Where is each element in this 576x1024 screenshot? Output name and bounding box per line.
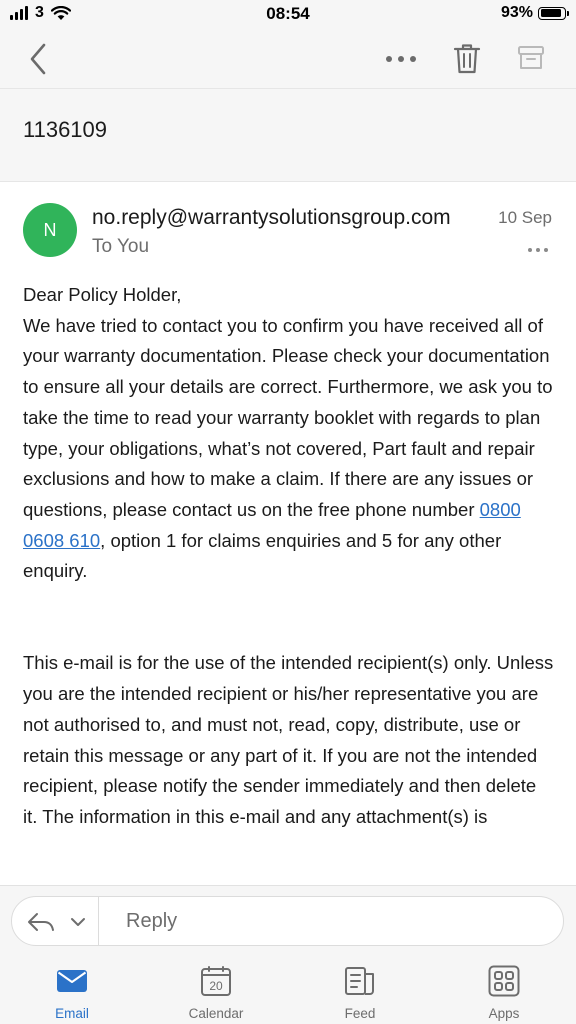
reply-icon <box>26 909 66 935</box>
reply-options-button[interactable] <box>26 909 96 935</box>
message-options-button[interactable] <box>527 242 549 252</box>
subject-header <box>0 88 576 182</box>
sender-address[interactable]: no.reply@warrantysolutionsgroup.com <box>92 206 451 229</box>
body-text-continued: , option 1 for claims enquiries and 5 for any other enquiry. <box>23 529 502 582</box>
battery-percent: 93% <box>500 4 533 21</box>
more-horizontal-icon <box>527 245 549 255</box>
email-date: 10 Sep <box>498 208 552 227</box>
carrier-name: 3 <box>35 4 44 21</box>
navigation-bar <box>0 30 576 88</box>
delete-button[interactable] <box>452 42 482 76</box>
status-time: 08:54 <box>266 4 310 23</box>
back-button[interactable] <box>24 40 54 78</box>
chevron-down-icon <box>68 909 88 935</box>
status-right <box>501 4 566 22</box>
body-paragraph <box>23 311 555 587</box>
tab-calendar[interactable] <box>166 955 266 1024</box>
battery-icon <box>538 7 566 20</box>
reply-input[interactable]: Reply <box>126 910 178 932</box>
apps-grid-icon <box>488 965 520 997</box>
tab-label: Apps <box>488 1006 520 1021</box>
archive-button[interactable] <box>516 43 546 73</box>
tab-feed[interactable] <box>310 955 410 1024</box>
email-body <box>23 280 555 885</box>
feed-icon <box>344 965 376 997</box>
tab-apps[interactable] <box>454 955 554 1024</box>
reply-box <box>11 896 564 946</box>
more-options-button[interactable] <box>384 47 418 71</box>
email-subject: 1136109 <box>23 117 108 142</box>
tab-label: Email <box>55 1006 89 1021</box>
battery-tip <box>567 11 569 16</box>
chevron-left-icon <box>24 40 54 78</box>
recipient-line[interactable]: To You <box>92 236 150 257</box>
body-text: We have tried to contact you to confirm you have received all of your warranty documentation. Please check your documentation to ensure all your details are correct. Furthermore, we ask you to take the time to read your warranty booklet with regards to plan type, your obligations, what’s not covered, Part fault and repair exclusions and how to make a claim. If there are any issues or questions, please contact us on the free phone number <box>23 314 553 520</box>
battery-fill <box>541 9 561 17</box>
paragraph-spacer <box>23 587 555 648</box>
reply-divider <box>98 897 99 945</box>
tab-email[interactable] <box>22 955 122 1024</box>
phone-number-link[interactable]: 0800 0608 610 <box>23 498 521 551</box>
disclaimer-paragraph: This e-mail is for the use of the intended recipient(s) only. Unless you are the intended recipient or his/her representative you are not authorised to, and must not, read, copy, distribute, use or retain this message or any part of it. If you are not the intended recipient, please notify the sender immediately and then delete it. The information in this e-mail and any attachment(s) is <box>23 652 554 827</box>
mail-icon <box>56 965 88 997</box>
greeting: Dear Policy Holder, <box>23 284 182 305</box>
more-horizontal-icon <box>384 47 418 71</box>
tab-label: Feed <box>344 1006 376 1021</box>
tab-bar <box>0 955 576 1024</box>
reply-bar <box>0 885 576 955</box>
calendar-icon <box>200 965 232 997</box>
trash-icon <box>452 42 482 76</box>
status-bar <box>0 0 576 30</box>
archive-icon <box>516 43 546 73</box>
sender-avatar[interactable]: N <box>23 203 77 257</box>
tab-label: Calendar <box>188 1006 244 1021</box>
calendar-day: 20 <box>209 979 223 993</box>
